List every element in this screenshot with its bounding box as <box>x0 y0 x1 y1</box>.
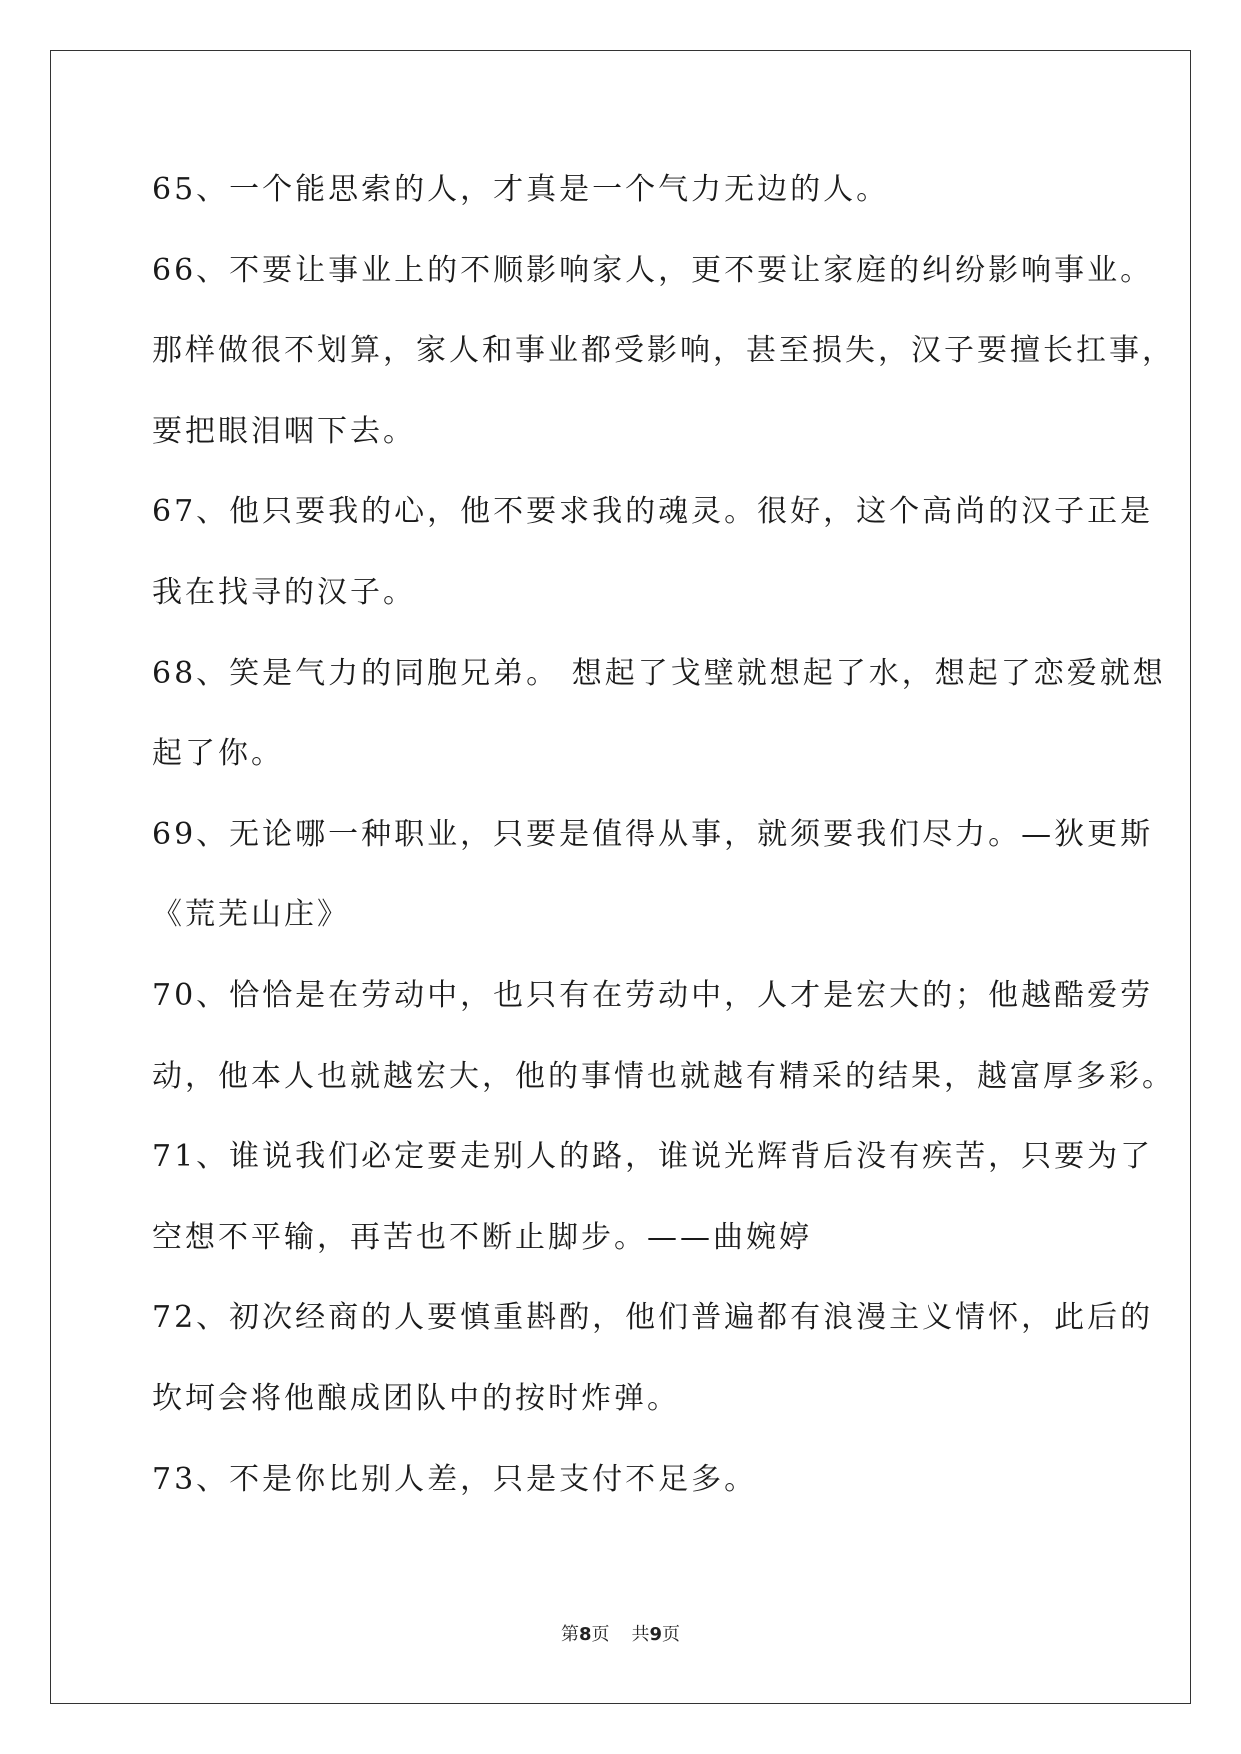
total-page-number: 9 <box>649 1624 663 1645</box>
footer-total-suffix: 页 <box>662 1624 681 1645</box>
text-line: 68、笑是气力的同胞兄弟。 想起了戈壁就想起了水，想起了恋爱就想 <box>152 655 1166 691</box>
text-line: 72、初次经商的人要慎重斟酌，他们普遍都有浪漫主义情怀，此后的 <box>152 1300 1154 1336</box>
document-body <box>152 162 1175 1532</box>
text-line: 67、他只要我的心，他不要求我的魂灵。很好，这个高尚的汉子正是 <box>152 494 1154 530</box>
page-footer <box>0 1620 1241 1646</box>
text-line: 要把眼泪咽下去。 <box>152 413 416 449</box>
text-line: 动，他本人也就越宏大，他的事情也就越有精采的结果，越富厚多彩。 <box>152 1058 1175 1094</box>
footer-page-word: 页 <box>591 1624 610 1645</box>
text-line: 73、不是你比别人差，只是支付不足多。 <box>152 1461 758 1497</box>
text-line: 70、恰恰是在劳动中，也只有在劳动中，人才是宏大的；他越酷爱劳 <box>152 977 1154 1013</box>
text-line: 71、谁说我们必定要走别人的路，谁说光辉背后没有疾苦，只要为了 <box>152 1139 1154 1175</box>
text-line: 坎坷会将他酿成团队中的按时炸弹。 <box>152 1380 680 1416</box>
text-line: 那样做很不划算，家人和事业都受影响，甚至损失，汉子要擅长扛事， <box>152 333 1175 369</box>
text-line: 空想不平输，再苦也不断止脚步。——曲婉婷 <box>152 1219 812 1255</box>
footer-prefix: 第 <box>560 1624 579 1645</box>
text-line: 起了你。 <box>152 736 284 772</box>
text-line: 69、无论哪一种职业，只要是值得从事，就须要我们尽力。—狄更斯 <box>152 816 1154 852</box>
current-page-number: 8 <box>578 1624 592 1645</box>
text-line: 《荒芜山庄》 <box>152 897 350 933</box>
text-line: 66、不要让事业上的不顺影响家人，更不要让家庭的纠纷影响事业。 <box>152 252 1154 288</box>
footer-total-prefix: 共 <box>631 1624 650 1645</box>
text-line: 65、一个能思索的人，才真是一个气力无边的人。 <box>152 172 890 207</box>
text-line: 我在找寻的汉子。 <box>152 574 416 610</box>
